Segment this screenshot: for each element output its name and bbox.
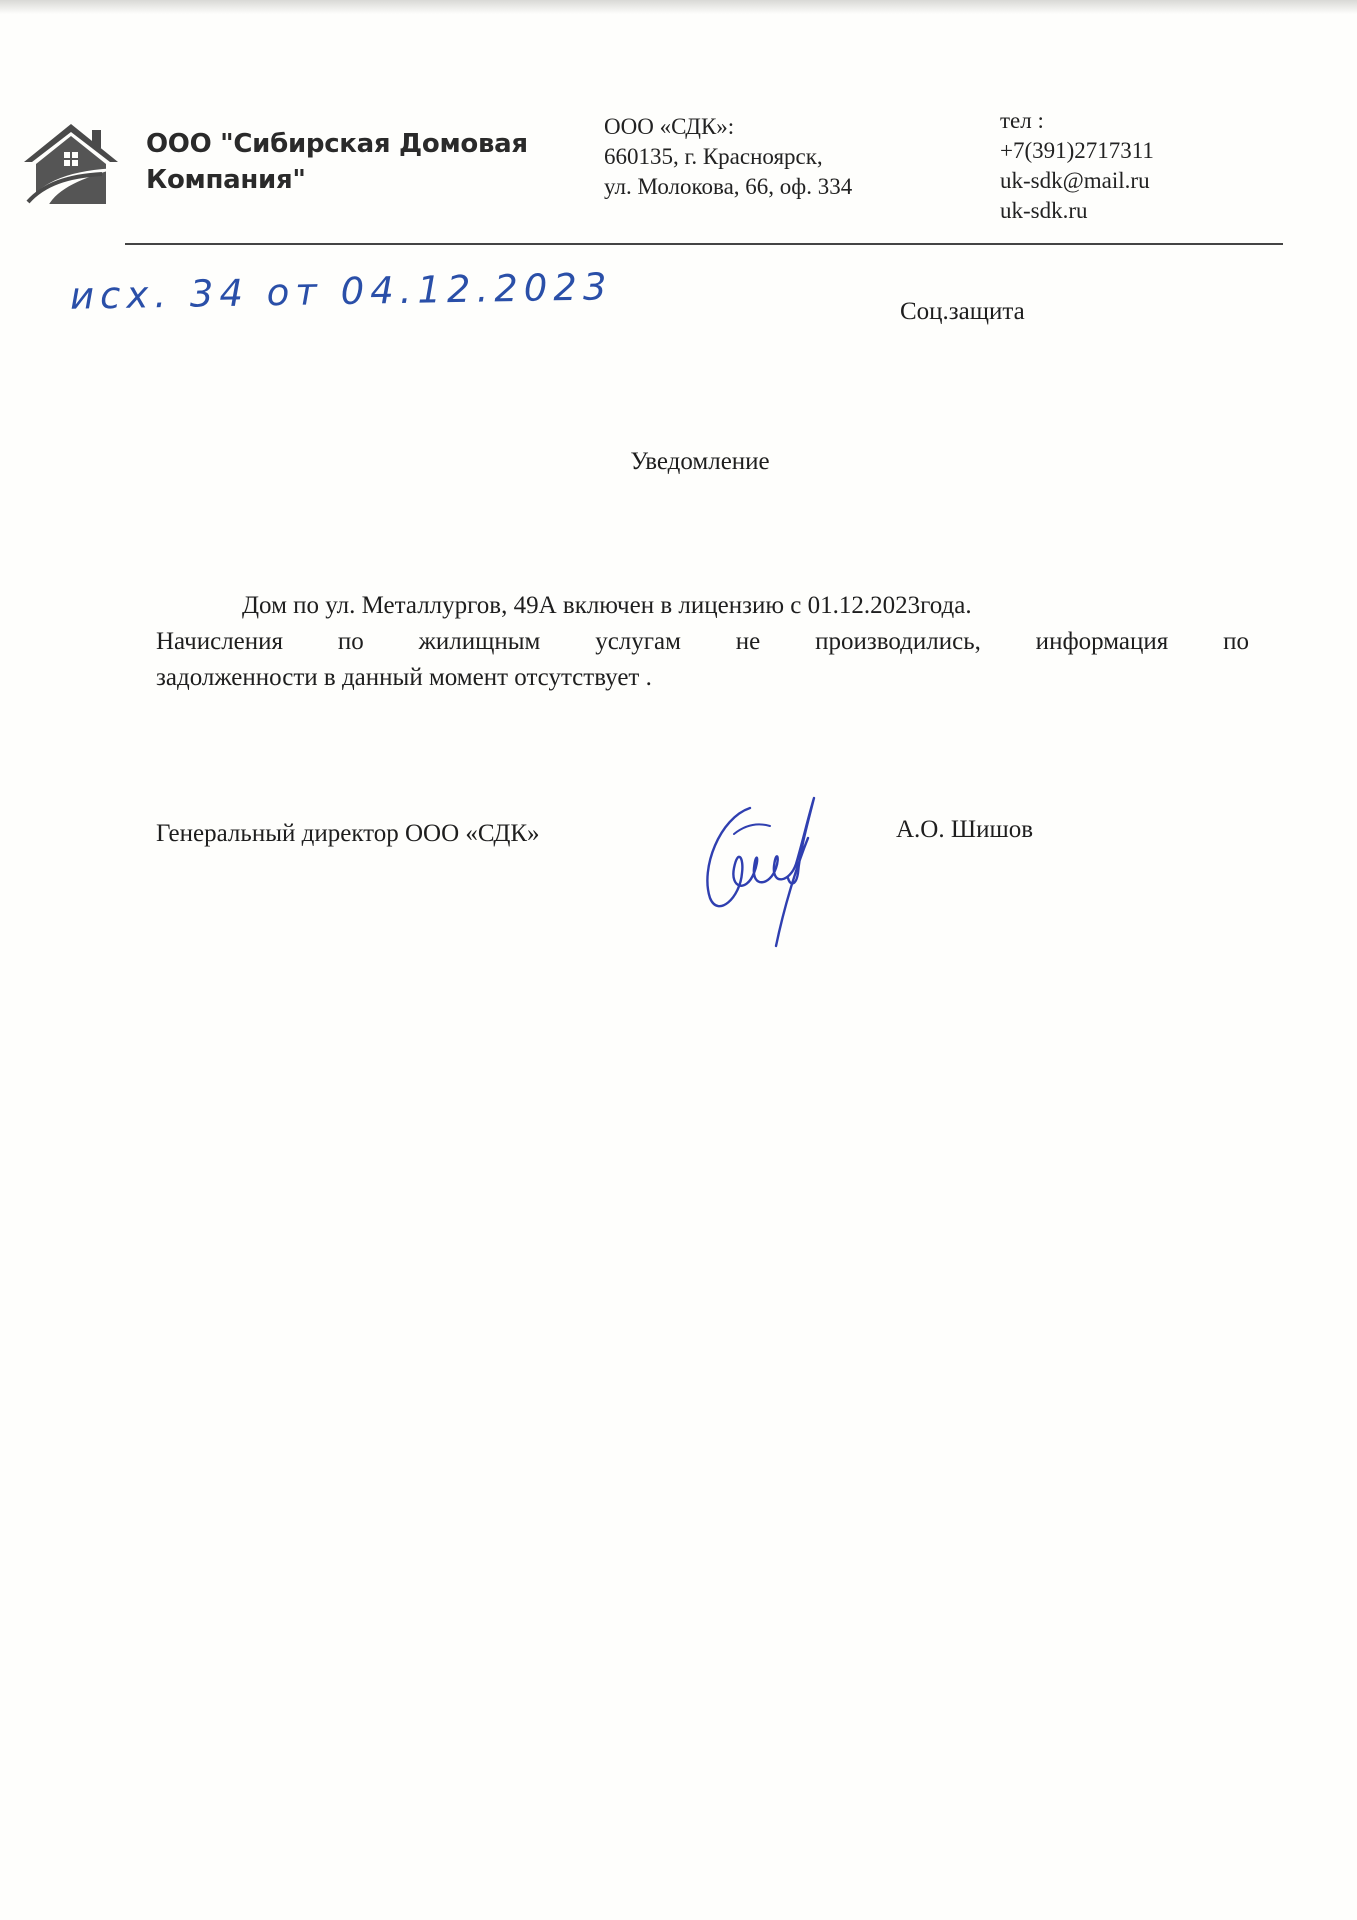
address-line1: ООО «СДК»:	[604, 114, 735, 139]
scan-edge	[0, 0, 1357, 14]
company-name	[146, 126, 576, 198]
company-name-line1: ООО "Сибирская Домовая	[146, 129, 528, 159]
recipient: Соц.защита	[900, 298, 1025, 325]
tel-label: тел :	[1000, 108, 1044, 133]
signer-title: Генеральный директор ООО «СДК»	[156, 820, 540, 847]
website: uk-sdk.ru	[1000, 198, 1088, 223]
body-text	[156, 588, 1249, 696]
body-line1: Дом по ул. Металлургов, 49А включен в лицензию с 01.12.2023года.	[242, 592, 972, 619]
contact-block	[1000, 106, 1154, 226]
signer-name: А.О. Шишов	[896, 816, 1034, 843]
handwritten-reference: исх. 34 от 04.12.2023	[69, 265, 613, 318]
address-line2: 660135, г. Красноярск,	[604, 144, 823, 169]
body-line2: Начисления по жилищным услугам не производились, информация по	[156, 628, 1249, 655]
address-block	[604, 112, 852, 202]
header-divider	[125, 243, 1283, 245]
tel-value: +7(391)2717311	[1000, 138, 1154, 163]
address-line3: ул. Молокова, 66, оф. 334	[604, 174, 853, 199]
body-line3: задолженности в данный момент отсутствует .	[156, 664, 652, 691]
company-name-line2: Компания"	[146, 165, 306, 195]
signature-image	[690, 778, 840, 948]
house-logo-icon	[22, 122, 120, 206]
phone-line	[1000, 106, 1154, 166]
document-title: Уведомление	[630, 448, 770, 475]
email: uk-sdk@mail.ru	[1000, 168, 1150, 193]
